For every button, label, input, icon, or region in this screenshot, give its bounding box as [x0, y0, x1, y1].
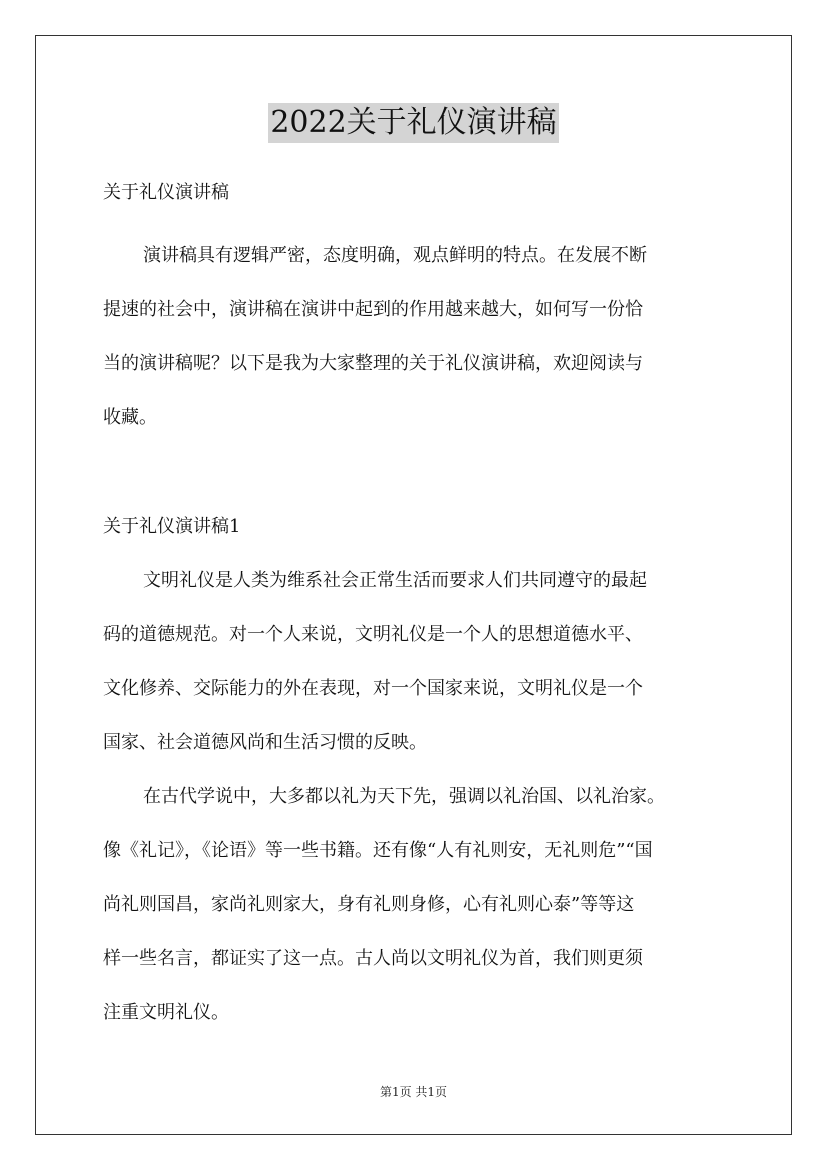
- text-line: 像《礼记》，《论语》等一些书籍。还有像“人有礼则安，无礼则危”“国: [103, 840, 653, 861]
- text-line: 演讲稿具有逻辑严密，态度明确，观点鲜明的特点。在发展不断: [143, 245, 647, 266]
- text-line: 当的演讲稿呢？以下是我为大家整理的关于礼仪演讲稿，欢迎阅读与: [103, 353, 643, 374]
- title-container: [0, 103, 827, 143]
- text-line: 样一些名言，都证实了这一点。古人尚以文明礼仪为首，我们则更须: [103, 948, 643, 969]
- paragraph-1: [103, 554, 731, 770]
- text-line: 提速的社会中，演讲稿在演讲中起到的作用越来越大，如何写一份恰: [103, 299, 643, 320]
- text-line: 码的道德规范。对一个人来说，文明礼仪是一个人的思想道德水平、: [103, 624, 643, 645]
- text-line: 文化修养、交际能力的外在表现，对一个国家来说，文明礼仪是一个: [103, 678, 643, 699]
- text-line: 尚礼则国昌，家尚礼则家大，身有礼则身修，心有礼则心泰”等等这: [103, 894, 635, 915]
- document-title: 2022关于礼仪演讲稿: [268, 103, 558, 143]
- text-line: 注重文明礼仪。: [103, 1002, 229, 1023]
- section-heading: 关于礼仪演讲稿1: [103, 516, 241, 537]
- document-body: [103, 175, 731, 1040]
- intro-paragraph: [103, 229, 731, 445]
- text-line: 国家、社会道德风尚和生活习惯的反映。: [103, 732, 427, 753]
- page-footer: 第1页 共1页: [379, 1085, 448, 1099]
- text-line: 收藏。: [103, 407, 157, 428]
- text-line: 在古代学说中，大多都以礼为天下先，强调以礼治国、以礼治家。: [143, 786, 665, 807]
- paragraph-2: [103, 770, 731, 1040]
- intro-heading: 关于礼仪演讲稿: [103, 182, 229, 203]
- text-line: 文明礼仪是人类为维系社会正常生活而要求人们共同遵守的最起: [143, 570, 647, 591]
